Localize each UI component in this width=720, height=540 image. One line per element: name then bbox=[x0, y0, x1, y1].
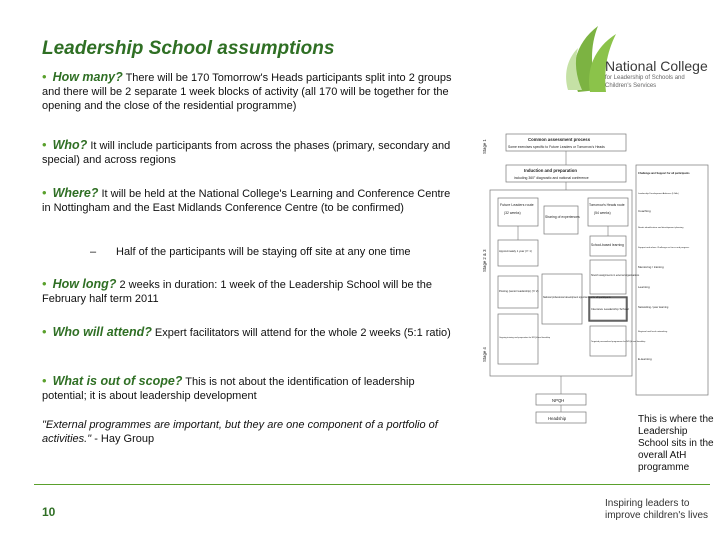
school-based-label: School-based learning bbox=[591, 243, 624, 247]
ongoing-label: Ongoing training and preparation for NPQH and headship bbox=[499, 337, 551, 339]
diagram-caption: This is where the Leadership School sits in the overall AtH programme bbox=[638, 414, 714, 473]
sub-bullet bbox=[90, 246, 411, 258]
bullet-how-many bbox=[42, 70, 457, 113]
induction-title: Induction and preparation bbox=[524, 168, 577, 173]
bullet-who-will-attend bbox=[42, 325, 457, 340]
right-item: Leadership Development Advisers (LDAs) bbox=[638, 193, 679, 195]
right-item: Needs identification and development planning bbox=[638, 227, 684, 229]
right-item: Regional and local networking bbox=[638, 331, 668, 333]
induction-sub: including 360° diagnostic and national conference bbox=[514, 176, 589, 180]
assessment-title: Common assessment process bbox=[528, 137, 591, 142]
stage-label-4: Stage 4 bbox=[482, 347, 487, 362]
sharing-label: Sharing of experiences bbox=[545, 215, 580, 219]
bullet-text: 2 weeks in duration: 1 week of the Leadership School will be the February half term 2011 bbox=[42, 279, 432, 305]
footer-divider bbox=[34, 484, 710, 485]
page-number: 10 bbox=[42, 505, 56, 519]
intensive-label: Intensive Leadership School bbox=[591, 307, 629, 311]
tagline-line-2: improve children's lives bbox=[605, 510, 709, 521]
bullet-marker: • bbox=[42, 69, 47, 84]
hay-group-quote bbox=[42, 418, 442, 446]
right-panel-title: Challenge and Support for all participants bbox=[638, 172, 690, 175]
bullet-question: Who? bbox=[52, 138, 88, 152]
bullet-out-of-scope bbox=[42, 374, 457, 403]
posting-label: Posting (senior leadership) (Yr 2) bbox=[499, 290, 539, 293]
bullet-question: Where? bbox=[52, 186, 99, 200]
tomorrows-heads-label: Tomorrow's Heads route bbox=[589, 203, 625, 207]
stage-label-2: Stage 2 & 3 bbox=[482, 249, 487, 272]
tomorrows-heads-sub: (54 weeks) bbox=[594, 211, 611, 215]
right-item: Networking / peer learning bbox=[638, 306, 669, 309]
right-item: Support and where Challenge on focus and progress bbox=[638, 247, 690, 249]
sub-bullet-dash: – bbox=[90, 246, 97, 258]
bullet-who bbox=[42, 138, 457, 167]
bullet-text: This is not about the identification of leadership potential; it is about leadership development bbox=[42, 376, 415, 402]
stretch-label: Stretch assignments in external organisations bbox=[591, 274, 640, 277]
bullet-marker: • bbox=[42, 276, 47, 291]
bullet-marker: • bbox=[42, 137, 47, 152]
approx-year-label: Approximately 1 year (Yr 1) bbox=[499, 250, 532, 253]
bullet-text: It will include participants from across the phases (primary, secondary and special) and across regions bbox=[42, 140, 451, 166]
sub-bullet-text: Half of the participants will be staying off site at any one time bbox=[116, 246, 411, 258]
bullet-how-long bbox=[42, 277, 457, 306]
targeted-label: Targeted personalised programme for NPQH and headship bbox=[591, 341, 646, 343]
bullet-question: Who will attend? bbox=[52, 325, 152, 339]
page-title: Leadership School assumptions bbox=[42, 38, 335, 59]
headship-label: Headship bbox=[548, 416, 567, 421]
bullet-question: What is out of scope? bbox=[52, 374, 183, 388]
bullet-text: It will be held at the National College's Learning and Conference Centre in Nottingham and the East Midlands Conference Centre (to be confirmed) bbox=[42, 188, 451, 214]
npqh-label: NPQH bbox=[552, 398, 565, 403]
logo-wordmark bbox=[605, 58, 708, 90]
footer-tagline bbox=[605, 498, 708, 522]
future-leaders-sub: (32 weeks) bbox=[504, 211, 521, 215]
bullet-marker: • bbox=[42, 185, 47, 200]
bullet-text: Expert facilitators will attend for the whole 2 weeks (5:1 ratio) bbox=[151, 327, 451, 339]
right-item: E-learning bbox=[638, 357, 652, 361]
quote-text: "External programmes are important, but they are one component of a portfolio of activities." bbox=[42, 419, 438, 445]
tagline-line-1: Inspiring leaders to bbox=[605, 498, 690, 509]
right-item: Mentoring / training bbox=[638, 265, 664, 269]
bullet-marker: • bbox=[42, 324, 47, 339]
bullet-where bbox=[42, 186, 457, 215]
bullet-text: There will be 170 Tomorrow's Heads participants split into 2 groups and there will be 2 separate 1 week blocks of activity (all 170 will be together for the opening and the close of the residential programme) bbox=[42, 72, 452, 112]
logo-subtitle: for Leadership of Schools and Children's Services bbox=[605, 75, 685, 89]
right-item: Coaching bbox=[638, 209, 651, 213]
future-leaders-label: Future Leaders route bbox=[500, 203, 534, 207]
quote-attribution: - Hay Group bbox=[91, 433, 155, 445]
right-item: Learning bbox=[638, 285, 650, 289]
assessment-sub: Some exercises specific to Future Leaders or Tomorrow's Heads bbox=[508, 145, 605, 149]
national-prof-label: National professional development opportunities for all participants bbox=[543, 297, 611, 299]
bullet-question: How long? bbox=[52, 277, 117, 291]
programme-diagram bbox=[478, 132, 711, 428]
stage-label-1: Stage 1 bbox=[482, 139, 487, 154]
bullet-marker: • bbox=[42, 373, 47, 388]
bullet-question: How many? bbox=[52, 70, 123, 84]
logo-name: National College bbox=[605, 58, 708, 74]
